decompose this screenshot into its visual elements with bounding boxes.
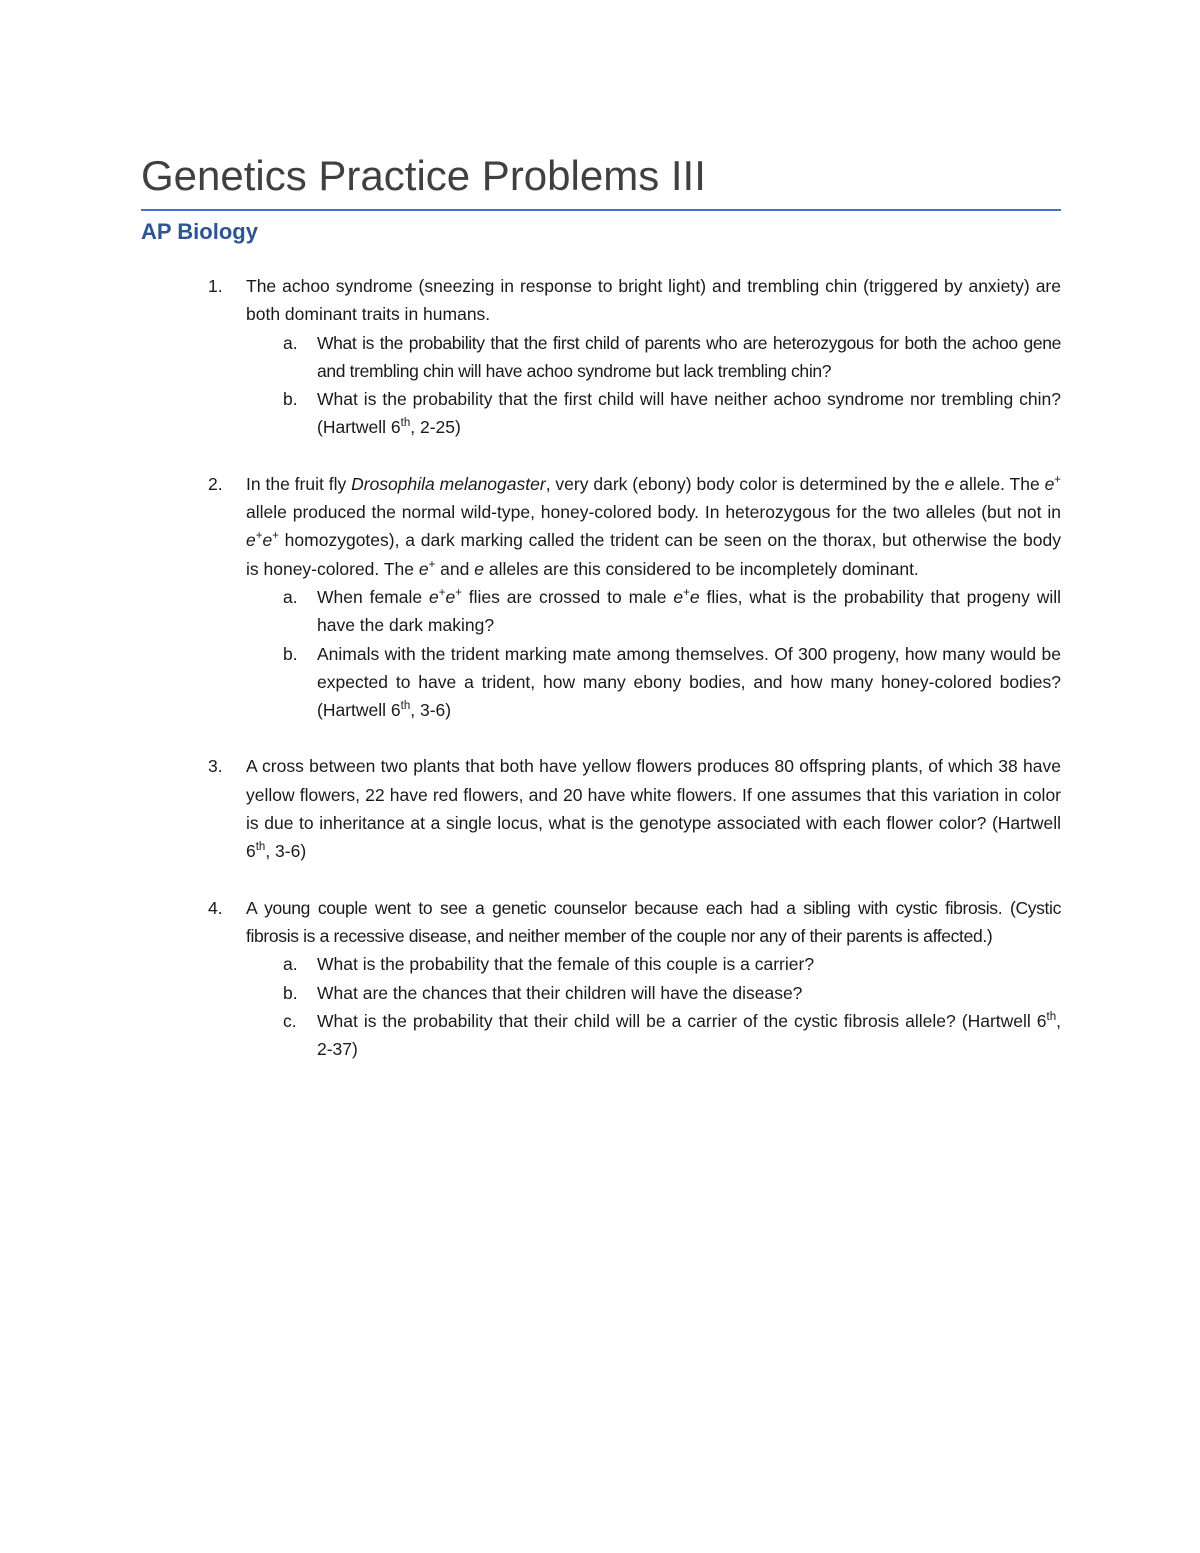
part-text: What is the probability that their child will be a carrier of the cystic fibrosis allele? (Hartwell 6 bbox=[317, 1010, 1047, 1031]
part-text: What is the probability that the first child will have neither achoo syndrome nor trembling chin? (Hartwell 6 bbox=[317, 389, 1061, 438]
stem-text: alleles are this considered to be incompletely dominant. bbox=[483, 558, 919, 579]
part-text-end: , 2-37) bbox=[317, 1010, 1061, 1060]
problem-stem bbox=[246, 752, 1061, 865]
part-text-end: , 3-6) bbox=[410, 700, 452, 721]
allele-symbol: e bbox=[474, 558, 484, 579]
problem-stem: The achoo syndrome (sneezing in response to bright light) and trembling chin (triggered by anxiety) are both dominant traits in humans. bbox=[246, 276, 1061, 325]
stem-text: allele produced the normal wild-type, honey-colored body. In heterozygous for the two alleles (but not in bbox=[246, 502, 1061, 523]
allele-symbol: e bbox=[1044, 473, 1055, 494]
superscript: + bbox=[272, 530, 279, 543]
problem-2a bbox=[246, 583, 1061, 640]
allele-symbol: e bbox=[944, 473, 955, 494]
page-title: Genetics Practice Problems III bbox=[141, 152, 706, 199]
part-letter: c. bbox=[283, 1010, 297, 1031]
part-text-end: , 2-25) bbox=[410, 417, 461, 438]
stem-text-end: , 3-6) bbox=[265, 841, 307, 862]
part-text: What is the probability that the female of this couple is a carrier? bbox=[317, 954, 815, 975]
allele-symbol: e bbox=[246, 530, 256, 551]
stem-text: homozygotes), a dark marking called the trident can be seen on the thorax, but otherwise the body is honey-colored. The bbox=[246, 530, 1061, 579]
part-letter: a. bbox=[283, 954, 298, 975]
stem-text: allele. The bbox=[954, 473, 1045, 494]
superscript: + bbox=[255, 530, 263, 543]
stem-text: In the fruit fly bbox=[246, 473, 352, 494]
problem-1a bbox=[246, 329, 1061, 386]
problem-number: 4. bbox=[208, 897, 223, 918]
part-text: What is the probability that the first child of parents who are heterozygous for both the achoo gene and trembling chin will have achoo syndrome but lack trembling chin? bbox=[317, 332, 1061, 381]
superscript: th bbox=[1046, 1010, 1057, 1023]
problem-1 bbox=[141, 272, 1061, 442]
page-subtitle: AP Biology bbox=[141, 219, 258, 244]
superscript: th bbox=[400, 417, 411, 430]
problem-number: 3. bbox=[208, 756, 223, 777]
stem-text: A cross between two plants that both have yellow flowers produces 80 offspring plants, of which 38 have yellow flowers, 22 have red flowers, and 20 have white flowers. If one assumes that this variation in color is due to inheritance at a single locus, what is the genotype associated with each flower color? (Hartwell 6 bbox=[246, 756, 1061, 862]
problem-4b bbox=[246, 979, 1061, 1007]
part-letter: b. bbox=[283, 982, 298, 1003]
part-letter: b. bbox=[283, 643, 298, 664]
problem-2 bbox=[141, 470, 1061, 725]
problem-number: 2. bbox=[208, 473, 223, 494]
part-text: flies, what is the probability that progeny will have the dark making? bbox=[317, 586, 1062, 636]
part-letter: b. bbox=[283, 389, 298, 410]
part-text: flies are crossed to male bbox=[461, 586, 674, 607]
species-name: Drosophila melanogaster bbox=[351, 473, 546, 494]
superscript: + bbox=[455, 586, 462, 599]
superscript: + bbox=[1054, 473, 1062, 486]
superscript: + bbox=[683, 586, 690, 599]
superscript: + bbox=[438, 586, 446, 599]
allele-symbol: e bbox=[429, 586, 439, 607]
stem-text: , very dark (ebony) body color is determined by the bbox=[545, 473, 945, 494]
problem-4c bbox=[246, 1007, 1061, 1064]
problem-4 bbox=[141, 894, 1061, 1064]
superscript: th bbox=[255, 841, 266, 854]
problem-4a bbox=[246, 950, 1061, 978]
allele-symbol: e bbox=[445, 586, 456, 607]
part-text: What are the chances that their children will have the disease? bbox=[317, 982, 803, 1003]
allele-symbol: e bbox=[689, 586, 700, 607]
part-letter: a. bbox=[283, 586, 298, 607]
superscript: + bbox=[428, 558, 436, 571]
superscript: th bbox=[400, 700, 411, 713]
title-underline bbox=[141, 209, 1061, 211]
problem-1b bbox=[246, 385, 1061, 442]
problem-2b bbox=[246, 640, 1061, 725]
part-letter: a. bbox=[283, 332, 298, 353]
allele-symbol: e bbox=[673, 586, 684, 607]
problem-list bbox=[141, 272, 1061, 1063]
part-text: Animals with the trident marking mate among themselves. Of 300 progeny, how many would be expected to have a trident, how many ebony bodies, and how many honey-colored bodies? (Hartwell 6 bbox=[317, 643, 1061, 721]
allele-symbol: e bbox=[418, 558, 429, 579]
problem-3 bbox=[141, 752, 1061, 865]
problem-stem bbox=[246, 470, 1061, 583]
part-text: When female bbox=[317, 586, 429, 607]
allele-symbol: e bbox=[262, 530, 273, 551]
problem-stem: A young couple went to see a genetic counselor because each had a sibling with cystic fibrosis. (Cystic fibrosis is a recessive disease, and neither member of the couple nor any of their parents is affected.) bbox=[246, 897, 1061, 946]
problem-number: 1. bbox=[208, 276, 223, 296]
stem-text: and bbox=[435, 558, 475, 579]
